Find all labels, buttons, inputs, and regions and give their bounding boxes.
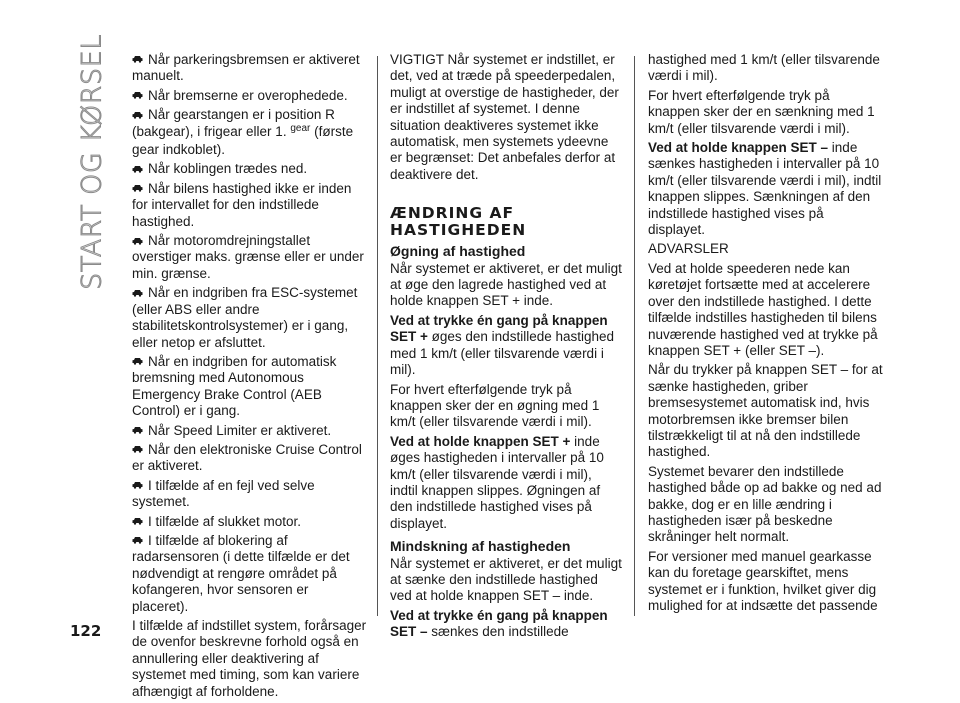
paragraph-text: sænkes den indstillede (427, 624, 569, 640)
paragraph: Når systemet er aktiveret, er det muligt at sænke den indstillede hastighed ved at holde knappen SET – inde. (390, 555, 622, 604)
bold-lead: Ved at holde knappen SET – (648, 140, 829, 156)
bullet-text: I tilfælde af slukket motor. (148, 513, 302, 529)
paragraph-text: inde øges hastigheden i intervaller på 10 km/t (eller tilsvarende værdi i mil), indtil knappen slippes. Øgningen af den indstillede hastighed vises på displayet. (390, 433, 604, 531)
bullet-item (132, 423, 368, 439)
paragraph: Når systemet er aktiveret, er det muligt at øge den lagrede hastighed ved at holde knappen SET + inde. (390, 260, 622, 309)
section-side-title: START OG KØRSEL (76, 34, 108, 290)
bullet-text: Når koblingen trædes ned. (148, 161, 308, 177)
bold-lead: Ved at trykke én gang på knappen SET + (390, 312, 608, 345)
car-icon (132, 517, 143, 525)
bullet-item (132, 88, 368, 104)
bold-lead: Ved at trykke én gang på knappen SET – (390, 607, 608, 640)
bullet-item (132, 107, 368, 158)
bullet-text: I tilfælde af en fejl ved selve systemet. (132, 477, 315, 510)
subheading-increase-speed: Øgning af hastighed (390, 243, 526, 260)
warnings-label: ADVARSLER (648, 241, 729, 257)
bullet-text: Når bilens hastighed ikke er inden for intervallet for den indstillede hastighed. (132, 180, 352, 229)
bullet-text: Når en indgriben fra ESC-systemet (eller ABS eller andre stabilitetskontrolsystemer) er i gang, eller netop er afsluttet. (132, 285, 358, 350)
page-number: 122 (70, 622, 102, 640)
car-icon (132, 184, 143, 192)
bullet-item (132, 285, 368, 351)
bullet-item (132, 514, 368, 530)
bullet-text: Når den elektroniske Cruise Control er aktiveret. (132, 441, 362, 474)
bullet-item (132, 533, 368, 615)
bold-lead: Ved at holde knappen SET + (390, 433, 571, 449)
car-icon (132, 165, 143, 173)
bullet-text: Når bremserne er overophedede. (148, 87, 348, 103)
paragraph (390, 434, 622, 532)
car-icon (132, 481, 143, 489)
paragraph: For hvert efterfølgende tryk på knappen sker der en øgning med 1 km/t (eller tilsvarende værdi i mil). (390, 381, 600, 430)
bullet-text: Når en indgriben for automatisk bremsning med Autonomous Emergency Brake Control (AEB Control) er i gang. (132, 353, 337, 419)
bullet-text: Når Speed Limiter er aktiveret. (148, 422, 332, 438)
closing-paragraph: I tilfælde af indstillet system, forårsager de ovenfor beskrevne forhold også en annullering eller deaktivering af systemet med timing, som kan variere afhængigt af forholdene. (132, 618, 367, 699)
paragraph (648, 140, 884, 238)
bullet-item (132, 354, 368, 420)
bullet-item (132, 233, 368, 282)
superscript: gear (290, 122, 311, 134)
paragraph: For versioner med manuel gearkasse kan du foretage gearskiftet, mens systemet er i funktion, hvilket giver dig mulighed for at indsætte det passende (648, 548, 878, 613)
car-icon (132, 55, 143, 63)
paragraph: For hvert efterfølgende tryk på knappen sker der en sænkning med 1 km/t (eller tilsvarende værdi i mil). (648, 87, 875, 136)
bullet-item (132, 442, 368, 475)
paragraph: Systemet bevarer den indstillede hastighed både op ad bakke og ned ad bakke, dog er en lille ændring i hastigheden især på beskedne skråninger helt normalt. (648, 463, 882, 545)
bullet-list (132, 52, 368, 615)
car-icon (132, 445, 143, 453)
column-divider (377, 56, 378, 616)
bullet-text: Når gearstangen er i position R (bakgear), i frigear eller 1. (132, 107, 335, 139)
bullet-item (132, 478, 368, 511)
car-icon (132, 111, 143, 119)
section-heading: ÆNDRING AF HASTIGHEDEN (390, 204, 527, 240)
subheading-decrease-speed: Mindskning af hastigheden (390, 538, 571, 555)
car-icon (132, 426, 143, 434)
paragraph-text: øges den indstillede hastighed med 1 km/t (eller tilsvarende værdi i mil). (390, 329, 615, 378)
column-2 (390, 52, 622, 644)
car-icon (132, 536, 143, 544)
bullet-item (132, 181, 368, 230)
bullet-text: (første gear indkoblet). (132, 123, 354, 158)
car-icon (132, 289, 143, 297)
bullet-item (132, 52, 368, 85)
paragraph (390, 313, 622, 379)
bullet-text: I tilfælde af blokering af radarsensoren (i dette tilfælde er det nødvendigt at rengøre området på kofangeren, hvor sensoren er placeret). (132, 532, 350, 614)
paragraph-text: inde sænkes hastigheden i intervaller på 10 km/t (eller tilsvarende værdi i mil), indtil knappen slippes. Sænkningen af den indstillede hastighed vises på displayet. (648, 140, 882, 238)
car-icon (132, 91, 143, 99)
car-icon (132, 237, 143, 245)
bullet-text: Når motoromdrejningstallet overstiger maks. grænse eller er under min. grænse. (132, 233, 364, 281)
bullet-item (132, 161, 368, 177)
paragraph: hastighed med 1 km/t (eller tilsvarende værdi i mil). (648, 52, 880, 84)
paragraph: Når du trykker på knappen SET – for at sænke hastigheden, griber bremsesystemet automatisk ind, hvis motorbremsen ikke bremser bilen tilstrækkeligt til at nå den indstillede hastighed. (648, 362, 883, 460)
intro-paragraph: VIGTIGT Når systemet er indstillet, er det, ved at træde på speederpedalen, muligt at overstige de hastigheder, der er indstillet af systemet. I denne situation deaktiveres systemet ikke automatisk, men systemets ydeevne er begrænset: Det anbefales derfor at deaktivere det. (390, 52, 619, 182)
column-3 (648, 52, 884, 617)
column-divider (634, 56, 635, 616)
column-1 (132, 52, 368, 703)
paragraph: Ved at holde speederen nede kan køretøjet fortsætte med at accelerere over den indstillede hastighed. I dette tilfælde indstilles hastigheden til bilens nuværende hastighed ved at trykke på knappen SET + (eller SET –). (648, 260, 878, 358)
paragraph (390, 608, 622, 641)
bullet-text: Når parkeringsbremsen er aktiveret manuelt. (132, 52, 360, 84)
car-icon (132, 357, 143, 365)
